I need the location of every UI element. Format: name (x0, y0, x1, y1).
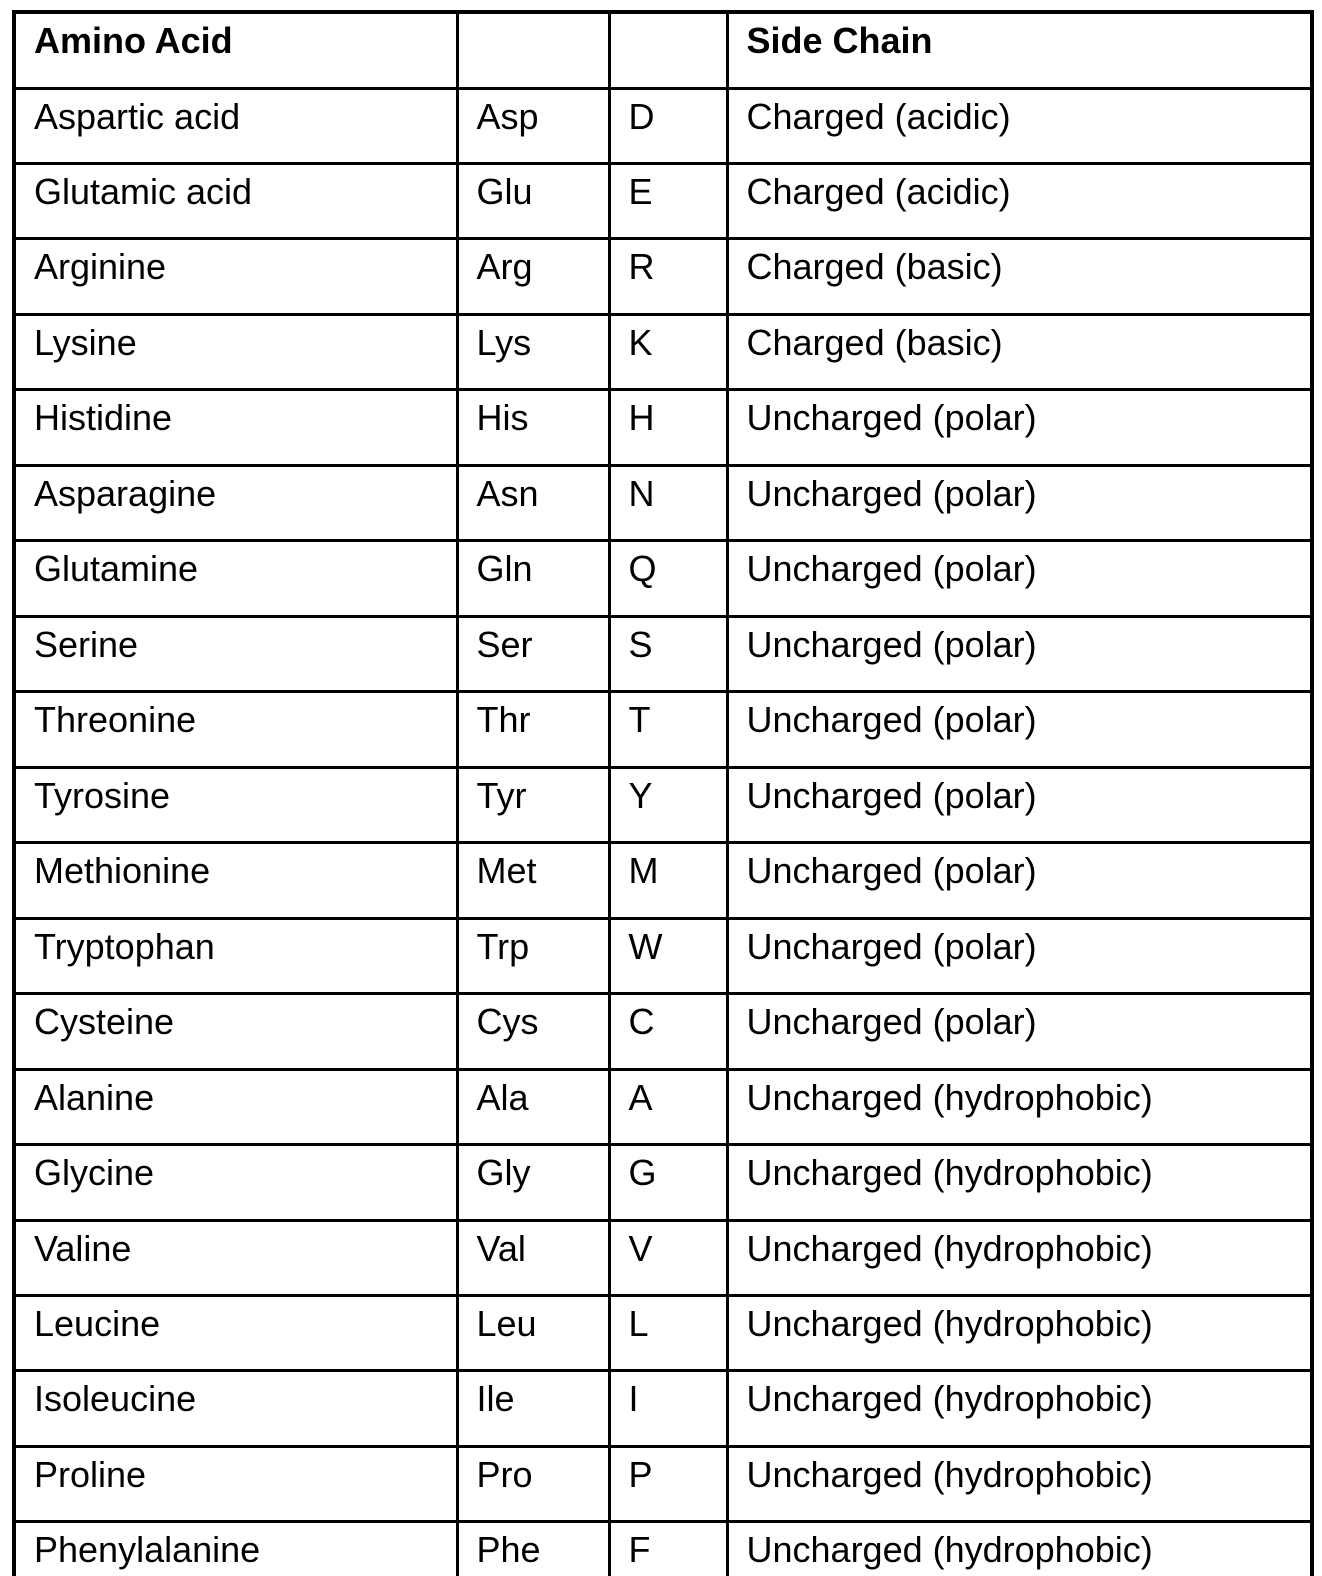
cell-abbr1: N (609, 465, 727, 540)
table-row (14, 1069, 1312, 1144)
table-row (14, 163, 1312, 238)
cell-abbr3: Asp (457, 88, 609, 163)
cell-abbr3: Val (457, 1220, 609, 1295)
cell-name: Proline (14, 1446, 457, 1521)
cell-abbr1: W (609, 918, 727, 993)
header-amino-acid: Amino Acid (14, 12, 457, 88)
table-row (14, 616, 1312, 691)
cell-side-chain: Uncharged (polar) (727, 390, 1312, 465)
cell-abbr1: Y (609, 767, 727, 842)
cell-name: Lysine (14, 314, 457, 389)
cell-name: Tryptophan (14, 918, 457, 993)
cell-name: Tyrosine (14, 767, 457, 842)
cell-name: Phenylalanine (14, 1522, 457, 1576)
cell-abbr1: T (609, 692, 727, 767)
cell-abbr1: S (609, 616, 727, 691)
cell-abbr3: Gly (457, 1145, 609, 1220)
cell-abbr3: Asn (457, 465, 609, 540)
table-row (14, 843, 1312, 918)
cell-abbr1: V (609, 1220, 727, 1295)
cell-side-chain: Uncharged (hydrophobic) (727, 1145, 1312, 1220)
cell-abbr3: Ser (457, 616, 609, 691)
cell-abbr1: R (609, 239, 727, 314)
cell-abbr1: K (609, 314, 727, 389)
table-row (14, 465, 1312, 540)
cell-name: Threonine (14, 692, 457, 767)
cell-abbr1: P (609, 1446, 727, 1521)
table-row (14, 767, 1312, 842)
table-row (14, 1145, 1312, 1220)
cell-abbr3: Pro (457, 1446, 609, 1521)
cell-side-chain: Uncharged (polar) (727, 541, 1312, 616)
cell-abbr3: Ala (457, 1069, 609, 1144)
table-header-row (14, 12, 1312, 88)
table-row (14, 692, 1312, 767)
cell-side-chain: Charged (acidic) (727, 163, 1312, 238)
table-row (14, 390, 1312, 465)
cell-side-chain: Uncharged (hydrophobic) (727, 1296, 1312, 1371)
cell-side-chain: Charged (basic) (727, 239, 1312, 314)
table-row (14, 994, 1312, 1069)
cell-abbr3: Met (457, 843, 609, 918)
table-row (14, 541, 1312, 616)
cell-name: Asparagine (14, 465, 457, 540)
cell-abbr3: Ile (457, 1371, 609, 1446)
cell-abbr3: Leu (457, 1296, 609, 1371)
table-row (14, 1296, 1312, 1371)
cell-abbr3: Phe (457, 1522, 609, 1576)
cell-abbr3: Lys (457, 314, 609, 389)
amino-acid-table-body (14, 88, 1312, 1576)
table-row (14, 314, 1312, 389)
cell-abbr3: Arg (457, 239, 609, 314)
cell-side-chain: Uncharged (hydrophobic) (727, 1446, 1312, 1521)
cell-name: Glutamic acid (14, 163, 457, 238)
cell-abbr1: Q (609, 541, 727, 616)
cell-side-chain: Uncharged (polar) (727, 767, 1312, 842)
table-row (14, 1522, 1312, 1576)
cell-abbr1: D (609, 88, 727, 163)
cell-abbr1: G (609, 1145, 727, 1220)
cell-side-chain: Uncharged (hydrophobic) (727, 1371, 1312, 1446)
cell-name: Valine (14, 1220, 457, 1295)
cell-side-chain: Uncharged (polar) (727, 994, 1312, 1069)
table-row (14, 1220, 1312, 1295)
cell-abbr1: E (609, 163, 727, 238)
cell-abbr3: Thr (457, 692, 609, 767)
cell-side-chain: Uncharged (polar) (727, 843, 1312, 918)
table-row (14, 88, 1312, 163)
cell-name: Histidine (14, 390, 457, 465)
cell-name: Alanine (14, 1069, 457, 1144)
cell-name: Cysteine (14, 994, 457, 1069)
cell-abbr3: His (457, 390, 609, 465)
table-row (14, 239, 1312, 314)
cell-abbr1: F (609, 1522, 727, 1576)
header-side-chain: Side Chain (727, 12, 1312, 88)
cell-name: Glutamine (14, 541, 457, 616)
cell-abbr1: H (609, 390, 727, 465)
cell-abbr3: Trp (457, 918, 609, 993)
cell-name: Arginine (14, 239, 457, 314)
cell-side-chain: Uncharged (hydrophobic) (727, 1069, 1312, 1144)
cell-name: Glycine (14, 1145, 457, 1220)
cell-abbr3: Cys (457, 994, 609, 1069)
cell-name: Methionine (14, 843, 457, 918)
cell-abbr1: C (609, 994, 727, 1069)
cell-abbr3: Tyr (457, 767, 609, 842)
cell-side-chain: Charged (basic) (727, 314, 1312, 389)
cell-name: Leucine (14, 1296, 457, 1371)
table-row (14, 918, 1312, 993)
cell-side-chain: Uncharged (polar) (727, 465, 1312, 540)
cell-name: Isoleucine (14, 1371, 457, 1446)
header-abbr1-code (609, 12, 727, 88)
cell-side-chain: Uncharged (polar) (727, 616, 1312, 691)
cell-side-chain: Uncharged (hydrophobic) (727, 1522, 1312, 1576)
cell-abbr1: M (609, 843, 727, 918)
amino-acid-table (12, 10, 1314, 1576)
cell-name: Aspartic acid (14, 88, 457, 163)
cell-name: Serine (14, 616, 457, 691)
cell-abbr1: L (609, 1296, 727, 1371)
cell-side-chain: Uncharged (polar) (727, 918, 1312, 993)
table-row (14, 1371, 1312, 1446)
header-abbr3-code (457, 12, 609, 88)
cell-abbr1: I (609, 1371, 727, 1446)
cell-side-chain: Charged (acidic) (727, 88, 1312, 163)
cell-abbr3: Gln (457, 541, 609, 616)
cell-abbr3: Glu (457, 163, 609, 238)
table-row (14, 1446, 1312, 1521)
cell-abbr1: A (609, 1069, 727, 1144)
cell-side-chain: Uncharged (polar) (727, 692, 1312, 767)
cell-side-chain: Uncharged (hydrophobic) (727, 1220, 1312, 1295)
